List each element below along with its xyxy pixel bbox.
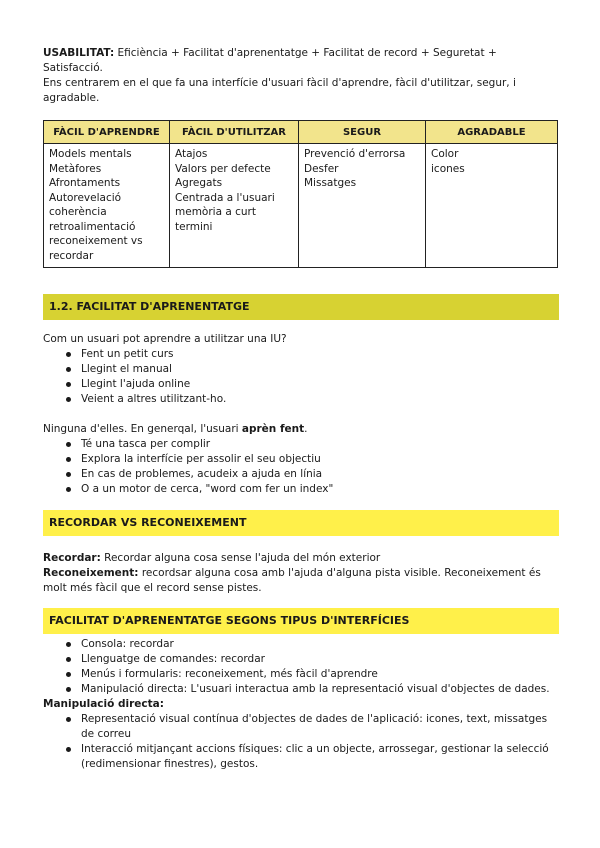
cell-line: icones bbox=[431, 162, 465, 175]
answer-emphasis: aprèn fent bbox=[241, 423, 305, 435]
recognition-definition bbox=[43, 566, 559, 596]
cell-line: Agregats bbox=[175, 177, 223, 189]
table-header: FÀCIL D'UTILITZAR bbox=[170, 121, 299, 144]
answer-text: Ninguna d'elles. En generqal, l'usuari bbox=[43, 423, 242, 435]
cell-line: Autorevelació bbox=[49, 191, 122, 204]
list-item: Veient a altres utilitzant-ho. bbox=[81, 392, 559, 407]
list-item: Té una tasca per complir bbox=[81, 437, 559, 452]
cell-line: Valors per defecte bbox=[175, 162, 271, 175]
recall-text: Recordar alguna cosa sense l'ajuda del món exterior bbox=[100, 552, 381, 564]
recognition-label: Reconeixement: bbox=[43, 567, 139, 579]
cell-line: Prevenció d'errorsa bbox=[304, 148, 406, 160]
document-page bbox=[43, 46, 559, 772]
section-heading-interface-types: FACILITAT D'APRENENTATGE SEGONS TIPUS D'INTERFÍCIES bbox=[43, 608, 559, 634]
list-item: O a un motor de cerca, "word com fer un index" bbox=[81, 482, 559, 497]
list-item: En cas de problemes, acudeix a ajuda en línia bbox=[81, 467, 559, 482]
cell-line: Color bbox=[431, 148, 459, 160]
direct-manipulation-list bbox=[43, 712, 559, 772]
cell-line: coherència bbox=[49, 206, 107, 218]
list-item: Interacció mitjançant accions físiques: clic a un objecte, arrossegar, gestionar la selecció (redimensionar finestres), gestos. bbox=[81, 742, 559, 772]
cell-line: reconeixement vs bbox=[49, 235, 143, 247]
answer-end: . bbox=[304, 423, 308, 435]
cell-line: recordar bbox=[49, 249, 94, 262]
list-item: Explora la interfície per assolir el seu objectiu bbox=[81, 452, 559, 467]
intro-sentence: Ens centrarem en el que fa una interfície d'usuari fàcil d'aprendre, fàcil d'utilitzar, segur, i agradable. bbox=[43, 77, 516, 104]
recall-label: Recordar: bbox=[43, 552, 101, 564]
table-cell-easy-use bbox=[170, 144, 299, 268]
usability-definition bbox=[43, 46, 559, 76]
table-header-row bbox=[44, 121, 558, 144]
cell-line: Missatges bbox=[304, 177, 357, 189]
list-item: Representació visual contínua d'objectes de dades de l'aplicació: icones, text, missatges de correu bbox=[81, 712, 559, 742]
cell-line: retroalimentació bbox=[49, 220, 136, 233]
learning-by-doing-list bbox=[43, 437, 559, 497]
list-item: Llegint l'ajuda online bbox=[81, 377, 559, 392]
cell-line: Models mentals bbox=[49, 148, 132, 160]
interface-types-list bbox=[43, 637, 559, 697]
list-item: Llenguatge de comandes: recordar bbox=[81, 652, 559, 667]
usability-label: USABILITAT: bbox=[43, 47, 115, 59]
cell-line: Centrada a l'usuari bbox=[175, 191, 275, 204]
usability-table bbox=[43, 120, 558, 268]
list-item: Consola: recordar bbox=[81, 637, 559, 652]
list-item: Menús i formularis: reconeixement, més fàcil d'aprendre bbox=[81, 667, 559, 682]
cell-line: Metàfores bbox=[49, 162, 102, 175]
usability-formula: Eficiència + Facilitat d'aprenentatge + Facilitat de record + Seguretat + Satisfacció. bbox=[43, 47, 497, 74]
table-cell-safe bbox=[299, 144, 426, 268]
table-header: AGRADABLE bbox=[426, 121, 558, 144]
cell-line: Desfer bbox=[304, 162, 339, 175]
section-heading-learnability: 1.2. FACILITAT D'APRENENTATGE bbox=[43, 294, 559, 320]
table-cell-pleasant bbox=[426, 144, 558, 268]
section-heading-recall-vs-recognition: RECORDAR VS RECONEIXEMENT bbox=[43, 510, 559, 536]
cell-line: Afrontaments bbox=[49, 177, 121, 189]
table-header: FÀCIL D'APRENDRE bbox=[44, 121, 170, 144]
table-header: SEGUR bbox=[299, 121, 426, 144]
learnability-answer bbox=[43, 422, 559, 437]
cell-line: memòria a curt bbox=[175, 206, 256, 218]
list-item: Fent un petit curs bbox=[81, 347, 559, 362]
list-item: Manipulació directa: L'usuari interactua amb la representació visual d'objectes de dades. bbox=[81, 682, 559, 697]
table-cell-easy-learn bbox=[44, 144, 170, 268]
cell-line: Atajos bbox=[175, 148, 208, 160]
direct-manipulation-label: Manipulació directa: bbox=[43, 698, 164, 710]
learnability-question: Com un usuari pot aprendre a utilitzar una IU? bbox=[43, 333, 287, 345]
recall-definition bbox=[43, 551, 559, 566]
direct-manipulation-heading bbox=[43, 697, 559, 712]
table-row bbox=[44, 144, 558, 268]
learning-methods-list bbox=[43, 347, 559, 407]
intro-paragraph bbox=[43, 46, 559, 106]
cell-line: termini bbox=[175, 220, 213, 233]
recognition-text: recordsar alguna cosa amb l'ajuda d'alguna pista visible. Reconeixement és molt més fàcil que el record sense pistes. bbox=[43, 567, 541, 594]
list-item: Llegint el manual bbox=[81, 362, 559, 377]
